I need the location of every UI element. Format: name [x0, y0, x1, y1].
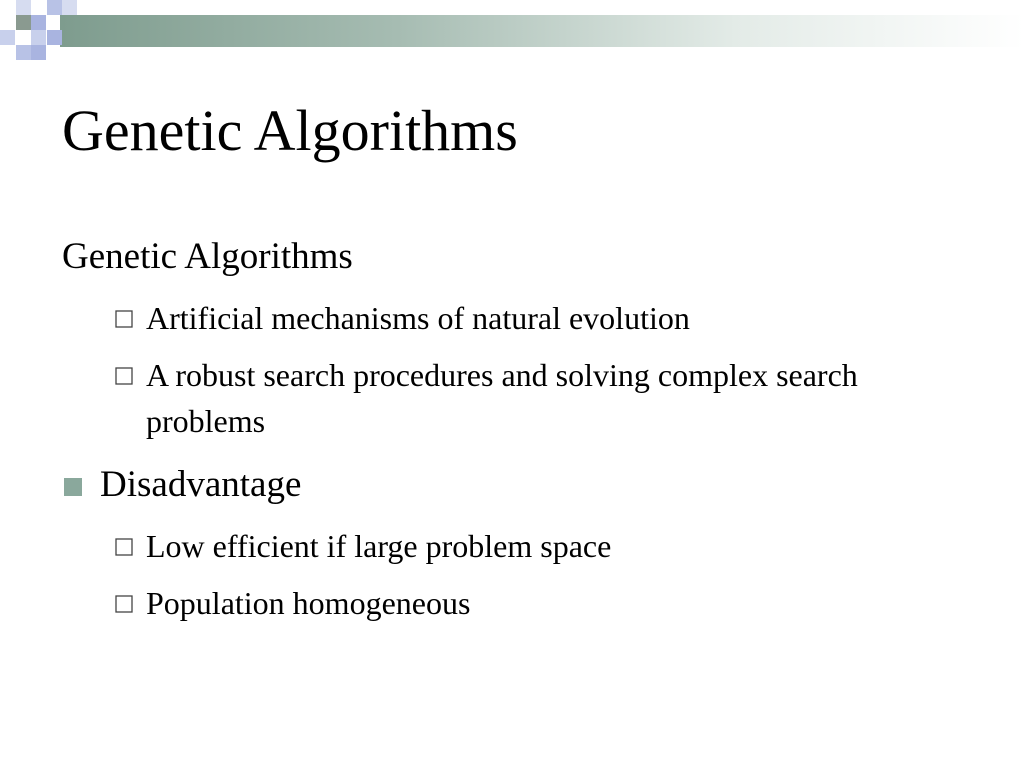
list-item-text: Population homogeneous [146, 585, 471, 621]
list-item-text: Low efficient if large problem space [146, 528, 612, 564]
header-square [31, 45, 46, 60]
header-square [16, 0, 31, 15]
slide-title: Genetic Algorithms [62, 98, 518, 163]
header-square [16, 15, 31, 30]
list-item-text: A robust search procedures and solving complex search problems [146, 357, 858, 439]
header-square [0, 30, 15, 45]
hollow-square-icon [114, 366, 134, 386]
hollow-square-icon [114, 594, 134, 614]
header-square [31, 30, 46, 45]
header-gradient-bar [60, 15, 1024, 47]
list-item [114, 523, 934, 569]
list-item-text: Artificial mechanisms of natural evolution [146, 300, 690, 336]
list-item [114, 295, 934, 341]
hollow-square-icon [114, 309, 134, 329]
filled-square-icon [64, 478, 82, 496]
hollow-square-icon [114, 537, 134, 557]
header-square [16, 45, 31, 60]
section-heading [62, 235, 353, 279]
section-heading-text: Genetic Algorithms [62, 236, 353, 277]
list-item [114, 580, 934, 626]
header-square [62, 0, 77, 15]
header-decoration [0, 0, 1024, 62]
header-square [47, 30, 62, 45]
list-item [114, 352, 934, 444]
header-square [31, 15, 46, 30]
section-heading-text: Disadvantage [100, 464, 302, 505]
header-square [47, 0, 62, 15]
